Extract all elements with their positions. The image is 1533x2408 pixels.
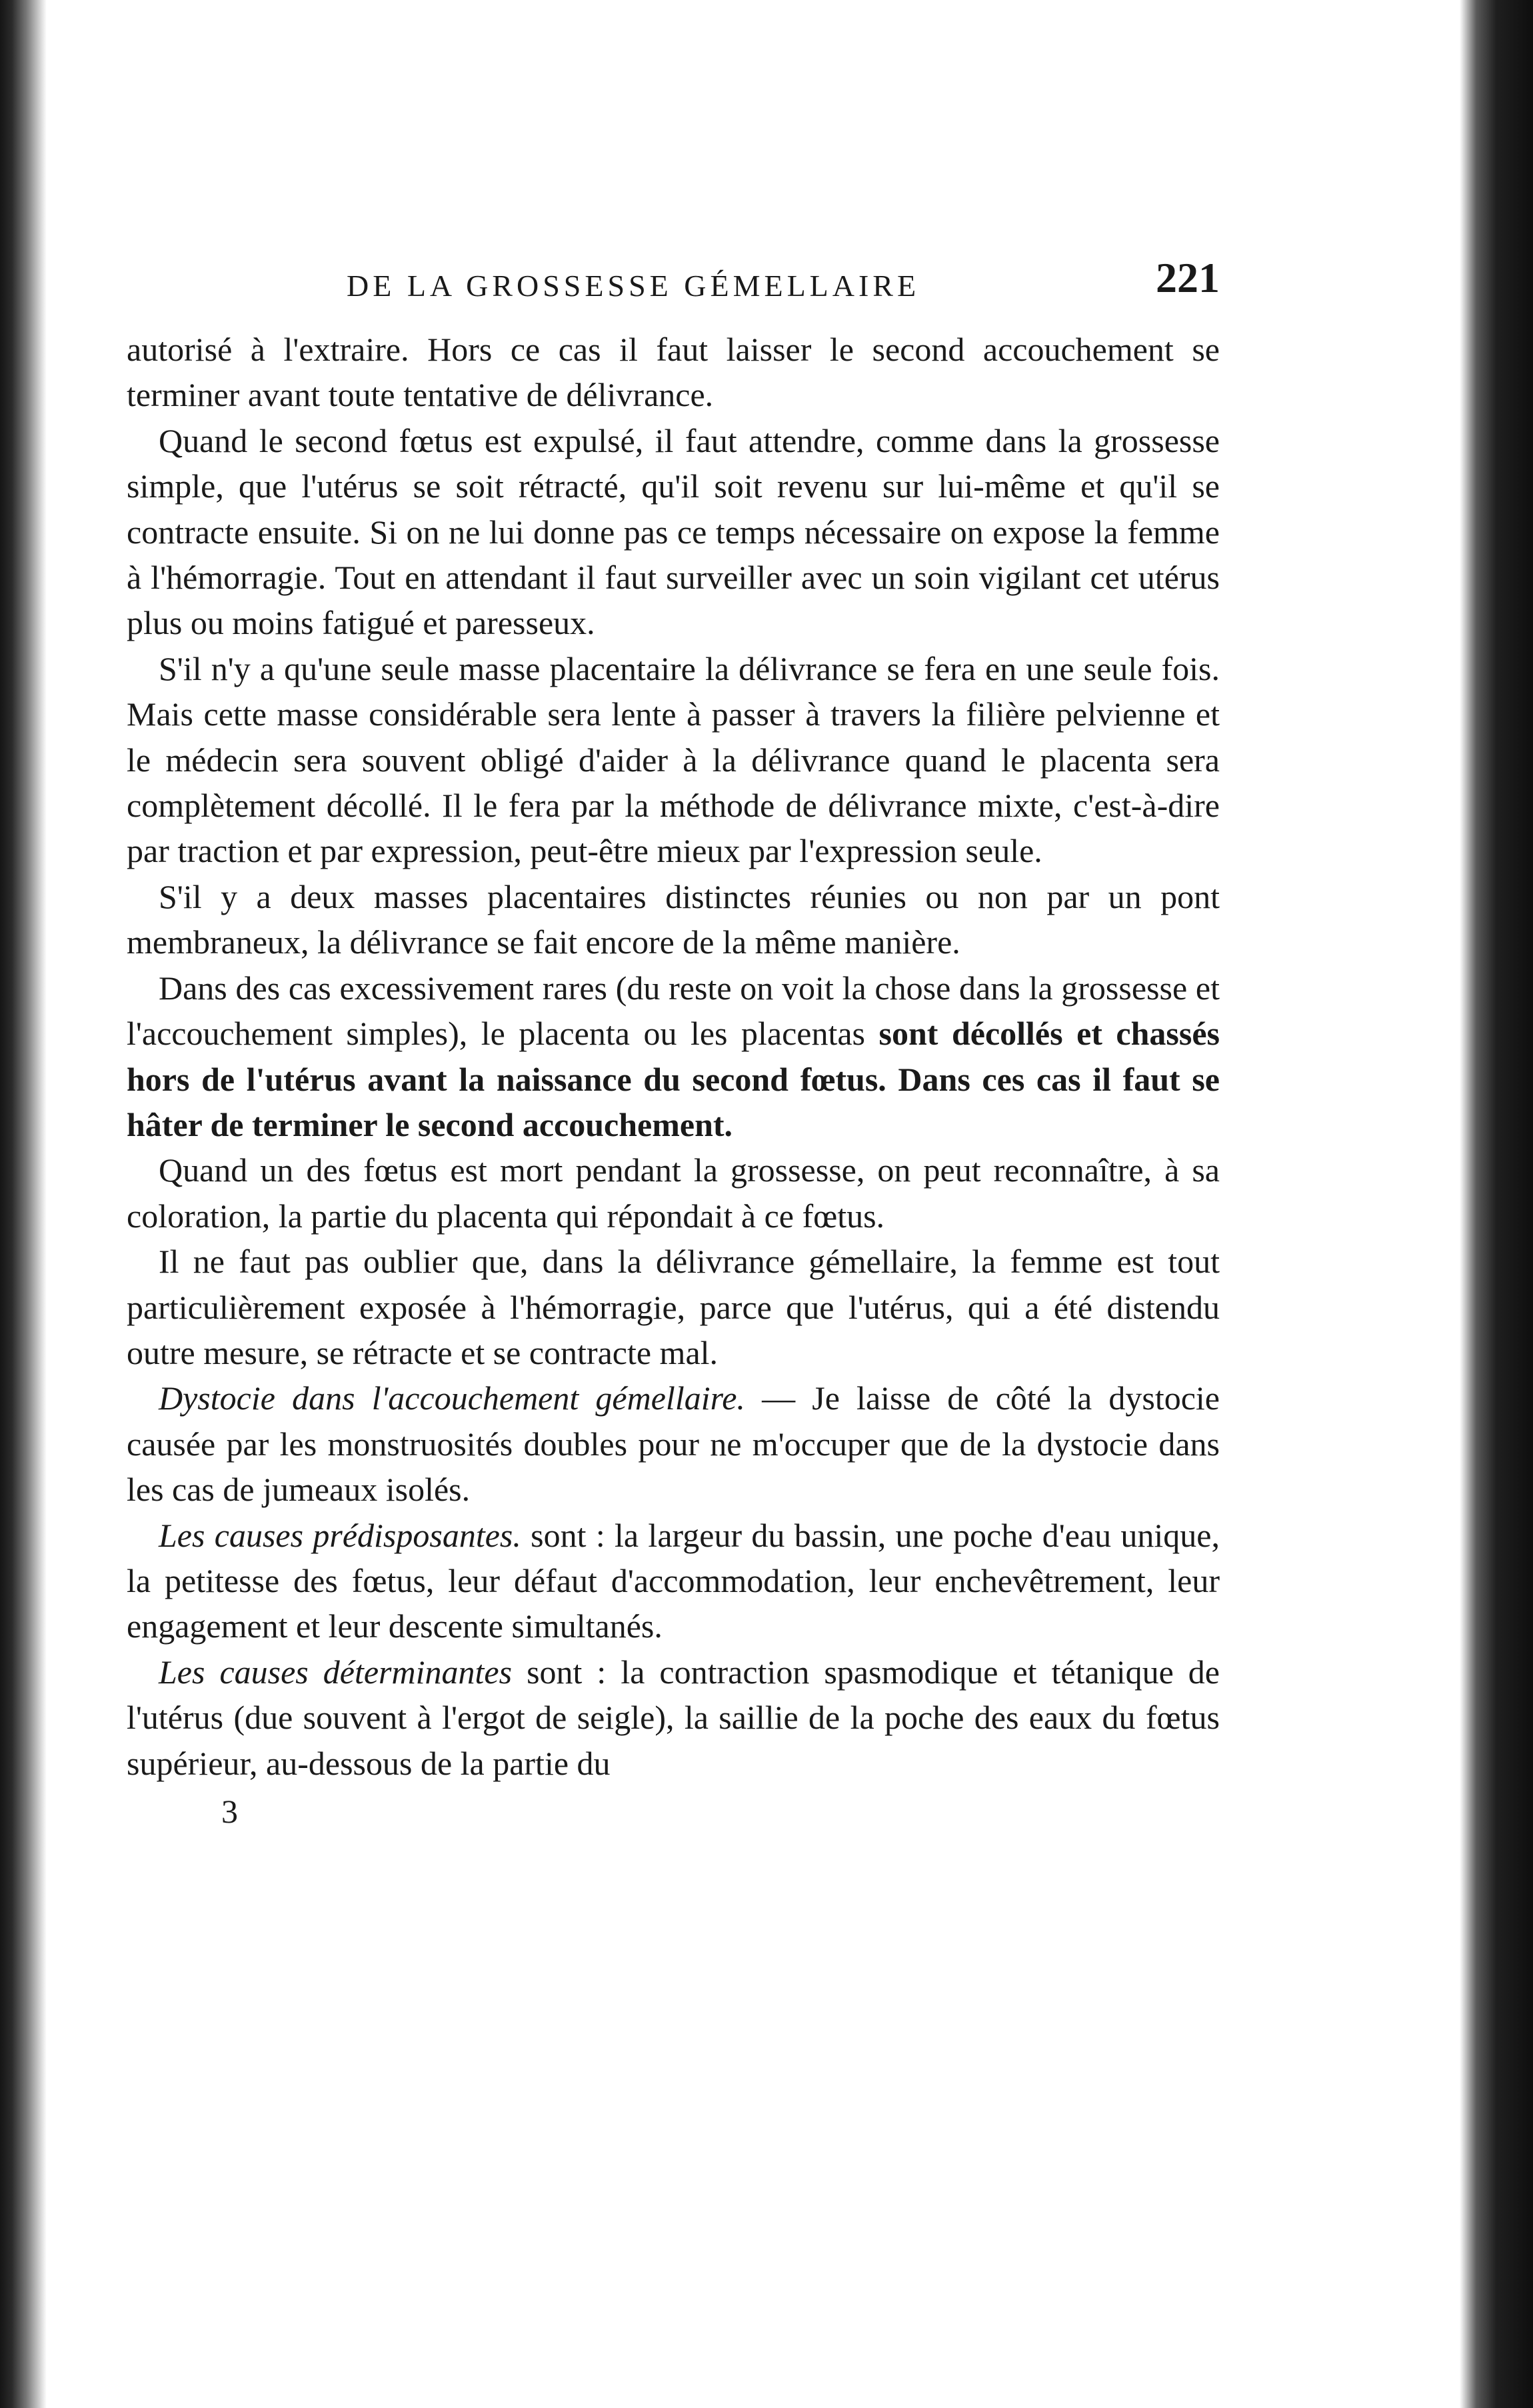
paragraph-7	[127, 1239, 1220, 1375]
paragraph-2	[127, 418, 1220, 646]
signature-mark: 3	[221, 1793, 238, 1830]
running-title: DE LA GROSSESSE GÉMELLAIRE	[347, 269, 920, 303]
scan-edge-left	[0, 0, 47, 2408]
bold-text: sont décollés et chassés hors de l'utérus avant la naissance du second fœtus. Dans ces cas il faut se hâter de terminer le second accouchement.	[127, 1015, 1220, 1143]
paragraph-1	[127, 327, 1220, 418]
text-run: Quand le second fœtus est expulsé, il faut attendre, comme dans la grossesse simple, que l'utérus se soit rétracté, qu'il soit revenu sur lui-même et qu'il se contracte ensuite. Si on ne lui donne pas ce temps nécessaire on expose la femme à l'hémorragie. Tout en attendant il faut surveiller avec un soin vigilant cet utérus plus ou moins fatigué et paresseux.	[127, 421, 1220, 642]
italic-heading: Les causes déterminantes	[159, 1653, 513, 1691]
running-head	[127, 253, 1220, 327]
text-run: Quand un des fœtus est mort pendant la grossesse, on peut reconnaître, à sa coloration, la partie du placenta qui répondait à ce fœtus.	[127, 1151, 1220, 1235]
text-run: Il ne faut pas oublier que, dans la délivrance gémellaire, la femme est tout particulièrement exposée à l'hémorragie, parce que l'utérus, qui a été distendu outre mesure, se rétracte et se contracte mal.	[127, 1243, 1220, 1371]
text-run: autorisé à l'extraire. Hors ce cas il faut laisser le second accouchement se terminer avant toute tentative de délivrance.	[127, 331, 1220, 414]
text-run: sont : la contraction spasmodique et tétanique de l'utérus (due souvent à l'ergot de seigle), la saillie de la poche des eaux du fœtus supérieur, au-dessous de la partie du	[127, 1653, 1220, 1782]
paragraph-6	[127, 1147, 1220, 1239]
text-run: S'il y a deux masses placentaires distinctes réunies ou non par un pont membraneux, la délivrance se fait encore de la même manière.	[127, 877, 1220, 961]
paragraph-4	[127, 874, 1220, 965]
body-text	[127, 327, 1220, 1786]
page-number: 221	[1156, 254, 1220, 301]
text-run: Dans des cas excessivement rares (du reste on voit la chose dans la grossesse et l'accouchement simples), le placenta ou les placentas	[127, 969, 1220, 1053]
paragraph-10	[127, 1649, 1220, 1786]
text-run: — Je laisse de côté la dystocie causée par les monstruosités doubles pour ne m'occuper que de la dystocie dans les cas de jumeaux isolés.	[127, 1379, 1220, 1509]
paragraph-9	[127, 1513, 1220, 1649]
book-page	[127, 253, 1220, 1834]
paragraph-3	[127, 646, 1220, 874]
scan-edge-right	[1460, 0, 1533, 2408]
italic-heading: Les causes prédisposantes.	[159, 1516, 521, 1554]
italic-heading: Dystocie dans l'accouchement gémellaire.	[159, 1379, 745, 1417]
paragraph-8	[127, 1375, 1220, 1512]
text-run: sont : la largeur du bassin, une poche d'eau unique, la petitesse des fœtus, leur défaut d'accommodation, leur enchevêtrement, leur engagement et leur descente simultanés.	[127, 1516, 1220, 1645]
paragraph-5	[127, 965, 1220, 1148]
text-run: S'il n'y a qu'une seule masse placentaire la délivrance se fera en une seule fois. Mais cette masse considérable sera lente à passer à travers la filière pelvienne et le médecin sera souvent obligé d'aider à la délivrance quand le placenta sera complètement décollé. Il le fera par la méthode de délivrance mixte, c'est-à-dire par traction et par expression, peut-être mieux par l'expression seule.	[127, 649, 1220, 870]
